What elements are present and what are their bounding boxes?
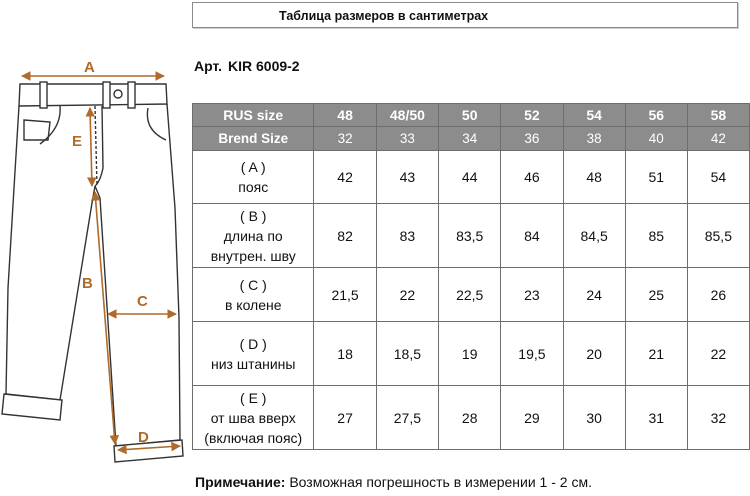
right-pocket: [147, 108, 166, 140]
article-code: KIR 6009-2: [228, 58, 300, 74]
table-cell: 19: [439, 322, 501, 386]
table-cell: 85: [625, 204, 687, 268]
label-c: C: [137, 293, 148, 310]
label-b: B: [82, 275, 93, 292]
brend-size-label: Brend Size: [193, 127, 314, 151]
label-e: E: [72, 133, 83, 150]
brend-size-cell: 33: [376, 127, 438, 151]
table-cell: 18: [314, 322, 376, 386]
table-cell: 21,5: [314, 268, 376, 322]
table-row: [193, 151, 750, 204]
table-cell: 25: [625, 268, 687, 322]
table-cell: 18,5: [376, 322, 438, 386]
table-cell: 26: [687, 268, 749, 322]
brend-size-cell: 34: [439, 127, 501, 151]
pants-measurement-diagram: [0, 48, 190, 468]
row-code: ( C ): [239, 276, 267, 293]
table-cell: 30: [563, 386, 625, 450]
table-cell: 22,5: [439, 268, 501, 322]
label-d: D: [138, 429, 149, 446]
table-cell: 19,5: [501, 322, 563, 386]
footnote: [195, 474, 592, 490]
table-cell: 46: [501, 151, 563, 204]
row-label-d: [193, 322, 314, 386]
row-description: пояс: [238, 179, 269, 195]
left-leg-outline: [6, 106, 95, 400]
belt-loop-icon: [128, 82, 135, 108]
note-label: Примечание:: [195, 474, 286, 490]
table-row: [193, 268, 750, 322]
table-cell: 44: [439, 151, 501, 204]
table-cell: 42: [314, 151, 376, 204]
table-cell: 51: [625, 151, 687, 204]
table-row-brend-size: [193, 127, 750, 151]
row-label-e: [193, 386, 314, 450]
table-row-rus-size: [193, 104, 750, 127]
rus-size-cell: 50: [439, 104, 501, 127]
table-cell: 27: [314, 386, 376, 450]
rus-size-cell: 52: [501, 104, 563, 127]
row-label-c: [193, 268, 314, 322]
rus-size-cell: 48: [314, 104, 376, 127]
article-number: [194, 58, 306, 74]
row-code: ( E ): [240, 389, 267, 406]
row-description: в колене: [224, 296, 282, 313]
right-leg-outline: [95, 104, 180, 446]
measure-e-line: [90, 108, 92, 186]
brend-size-cell: 38: [563, 127, 625, 151]
table-row: [193, 204, 750, 268]
table-cell: 48: [563, 151, 625, 204]
table-cell: 21: [625, 322, 687, 386]
table-cell: 83,5: [439, 204, 501, 268]
row-code: ( D ): [239, 335, 267, 352]
table-cell: 22: [376, 268, 438, 322]
article-prefix: Арт.: [194, 58, 222, 74]
row-description: (включая пояс): [204, 429, 303, 446]
brend-size-cell: 32: [314, 127, 376, 151]
rus-size-cell: 58: [687, 104, 749, 127]
fly-seam: [95, 106, 97, 186]
table-cell: 23: [501, 268, 563, 322]
table-cell: 43: [376, 151, 438, 204]
table-cell: 20: [563, 322, 625, 386]
table-cell: 84: [501, 204, 563, 268]
table-cell: 24: [563, 268, 625, 322]
measure-b-line: [95, 192, 115, 444]
table-cell: 22: [687, 322, 749, 386]
brend-size-cell: 36: [501, 127, 563, 151]
rus-size-cell: 54: [563, 104, 625, 127]
belt-loop-icon: [103, 82, 110, 108]
table-cell: 29: [501, 386, 563, 450]
rus-size-label: RUS size: [193, 104, 314, 127]
table-cell: 32: [687, 386, 749, 450]
label-a: A: [84, 59, 95, 76]
table-cell: 54: [687, 151, 749, 204]
table-cell: 85,5: [687, 204, 749, 268]
rus-size-cell: 48/50: [376, 104, 438, 127]
table-cell: 82: [314, 204, 376, 268]
table-cell: 83: [376, 204, 438, 268]
rus-size-cell: 56: [625, 104, 687, 127]
row-label-a: [193, 151, 314, 204]
belt-loop-icon: [40, 82, 47, 108]
row-description: от шва вверх: [210, 409, 296, 426]
table-cell: 84,5: [563, 204, 625, 268]
left-pocket: [24, 120, 50, 140]
table-cell: 28: [439, 386, 501, 450]
table-cell: 27,5: [376, 386, 438, 450]
row-description: внутрен. шву: [210, 247, 296, 264]
row-code: ( B ): [240, 207, 267, 224]
size-table: [192, 103, 750, 450]
brend-size-cell: 40: [625, 127, 687, 151]
brend-size-cell: 42: [687, 127, 749, 151]
row-description: длина по: [223, 227, 283, 244]
page-title: Таблица размеров в сантиметрах: [192, 2, 738, 28]
table-cell: 31: [625, 386, 687, 450]
table-row: [193, 386, 750, 450]
row-label-b: [193, 204, 314, 268]
table-row: [193, 322, 750, 386]
left-hem-cuff: [2, 394, 62, 420]
row-description: низ штанины: [211, 355, 296, 372]
row-code: ( A ): [240, 159, 266, 175]
note-text: Возможная погрешность в измерении 1 - 2 см.: [285, 474, 592, 490]
